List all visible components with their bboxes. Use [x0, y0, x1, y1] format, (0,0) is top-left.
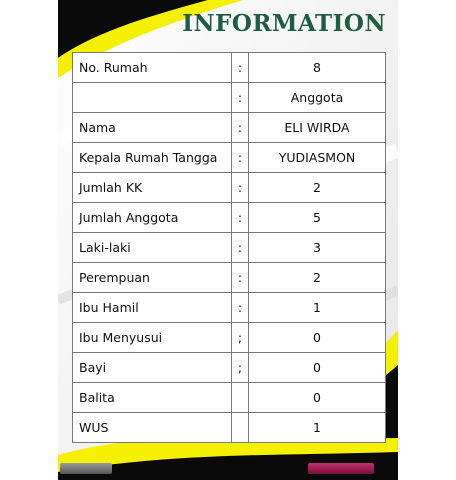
row-value: 2: [249, 173, 386, 203]
row-label: Ibu Hamil: [73, 293, 232, 323]
row-label: Laki-laki: [73, 233, 232, 263]
table-row: [73, 143, 386, 173]
row-value: YUDIASMON: [249, 143, 386, 173]
table-row: [73, 383, 386, 413]
table-row: [73, 263, 386, 293]
row-label: Nama: [73, 113, 232, 143]
table-row: [73, 353, 386, 383]
table-row: [73, 83, 386, 113]
row-label: Kepala Rumah Tangga: [73, 143, 232, 173]
prev-button[interactable]: [60, 463, 112, 474]
row-separator: :: [232, 83, 249, 113]
row-separator: :: [232, 113, 249, 143]
table-row: [73, 323, 386, 353]
row-label: Perempuan: [73, 263, 232, 293]
row-value: Anggota: [249, 83, 386, 113]
info-card: [58, 0, 398, 480]
table-row: [73, 173, 386, 203]
row-separator: :: [232, 293, 249, 323]
row-value: 1: [249, 293, 386, 323]
row-separator: [232, 413, 249, 443]
page-title: INFORMATION: [182, 10, 386, 37]
table-row: [73, 113, 386, 143]
row-separator: :: [232, 233, 249, 263]
table-row: [73, 293, 386, 323]
row-label: Ibu Menyusui: [73, 323, 232, 353]
row-value: 0: [249, 353, 386, 383]
row-value: 2: [249, 263, 386, 293]
row-value: 3: [249, 233, 386, 263]
row-value: 0: [249, 383, 386, 413]
table-row: [73, 233, 386, 263]
row-label: [73, 83, 232, 113]
row-separator: :: [232, 143, 249, 173]
info-table: [72, 52, 386, 443]
row-label: Jumlah Anggota: [73, 203, 232, 233]
row-label: Jumlah KK: [73, 173, 232, 203]
row-value: 5: [249, 203, 386, 233]
table-row: [73, 203, 386, 233]
row-value: 8: [249, 53, 386, 83]
row-label: Bayi: [73, 353, 232, 383]
row-value: 1: [249, 413, 386, 443]
row-label: Balita: [73, 383, 232, 413]
row-separator: :: [232, 173, 249, 203]
row-separator: :: [232, 263, 249, 293]
row-label: WUS: [73, 413, 232, 443]
row-value: ELI WIRDA: [249, 113, 386, 143]
row-separator: :: [232, 53, 249, 83]
row-value: 0: [249, 323, 386, 353]
next-button[interactable]: [308, 463, 374, 474]
table-row: [73, 53, 386, 83]
row-separator: :: [232, 203, 249, 233]
row-label: No. Rumah: [73, 53, 232, 83]
row-separator: [232, 383, 249, 413]
table-row: [73, 413, 386, 443]
row-separator: ;: [232, 353, 249, 383]
row-separator: ;: [232, 323, 249, 353]
